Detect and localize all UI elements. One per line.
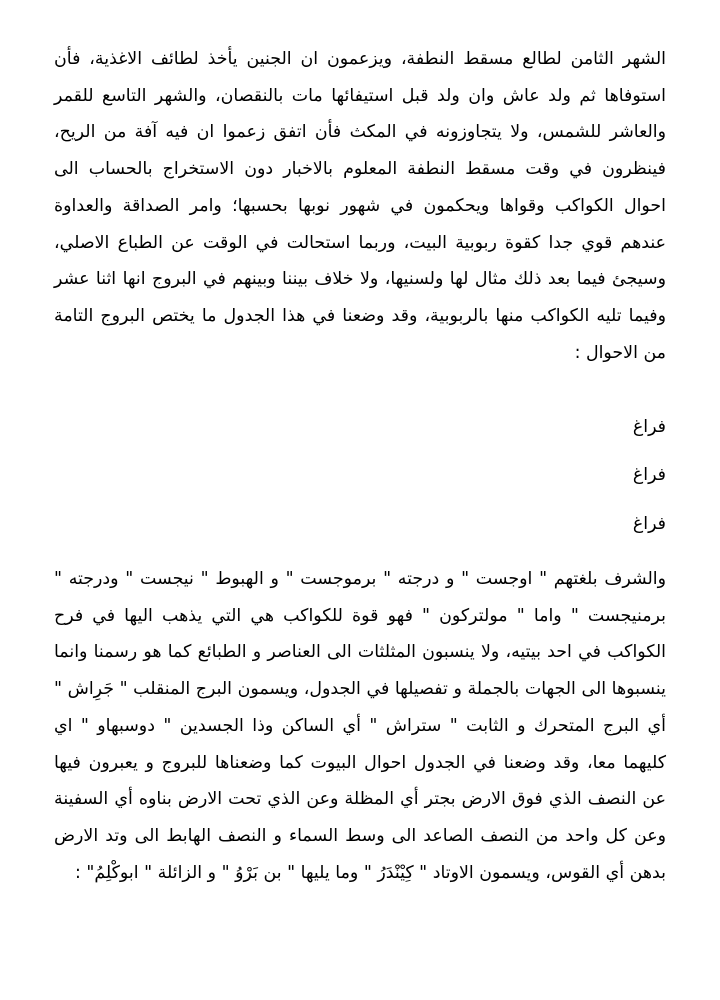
placeholder-text: فراغ: [632, 514, 666, 534]
placeholder-text: فراغ: [632, 465, 666, 485]
paragraph: الشهر الثامن لطالع مسقط النطفة، ويزعمون ان الجنين يأخذ لطائف الاغذية، فأن استوفاها ثم ولد عاش وان ولد قبل استيفائها مات بالنقصان، والشهر التاسع للقمر والعاشر للشمس، ولا يتجاوزونه في المكث فأن اتفق زعموا ان فيه آفة من الريح، فينظرون في وقت مسقط النطفة المعلوم بالاخبار دون الاستخراج بالحساب الى احوال الكواكب وقواها ويحكمون في شهور نوبها بحسبها؛ وامر الصداقة والعداوة عندهم قوي جدا كقوة ربوبية البيت، وربما استحالت في الوقت عن الطباع الاصلي، وسيجئ فيما بعد ذلك مثال لها ولسنيها، ولا خلاف بيننا وبينهم في البروج انها اثنا عشر وفيما تليه الكواكب منها بالربوبية، وقد وضعنا في هذا الجدول ما يختص البروج التامة من الاحوال :: [54, 49, 666, 363]
paragraph: والشرف بلغتهم " اوجست " و درجته " برموجست " و الهبوط " نيجست " ودرجته " برمنيجست " واما " مولتركون " فهو قوة للكواكب هي التي يذهب اليها في فرح الكواكب في احد بيتيه، ولا ينسبون المثلثات الى العناصر و الطبائع كما هو رسمنا وانما ينسبوها الى الجهات بالجملة و تفصيلها في الجدول، ويسمون البرج المنقلب " جَرِاش " أي البرج المتحرك و الثابت " ستراش " أي الساكن وذا الجسدين " دوسبهاو " اي كليهما معا، وقد وضعنا في الجدول احوال البيوت كما وضعناها للبروج و يعبرون فيها عن النصف الذي فوق الارض بجتر أي المظلة وعن الذي تحت الارض بناوه أي السفينة وعن كل واحد من النصف الصاعد الى وسط السماء و النصف الهابط الى وتد الارض بدهن أي القوس، ويسمون الاوتاد " كِيْنْدَرُ " وما يليها " بن بَرْوُ " و الزائلة " ابوكْلِمُ" :: [54, 569, 666, 883]
placeholder-text: فراغ: [632, 417, 666, 437]
